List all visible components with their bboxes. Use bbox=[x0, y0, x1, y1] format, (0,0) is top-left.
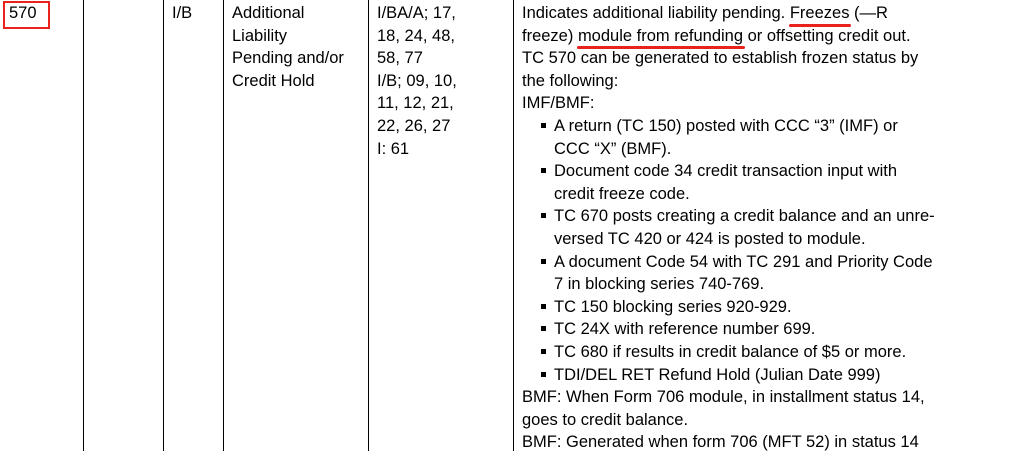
column-divider bbox=[223, 0, 224, 451]
bullet-square-icon bbox=[541, 259, 546, 264]
valid-line: I/B; 09, 10, bbox=[377, 71, 457, 90]
bullet-item bbox=[522, 318, 935, 341]
explanation-text: freeze) bbox=[522, 26, 578, 45]
explanation-line bbox=[522, 2, 935, 25]
explanation-text: or offsetting credit out. bbox=[743, 26, 911, 45]
bullet-square-icon bbox=[541, 168, 546, 173]
valid-document-codes bbox=[377, 2, 457, 160]
bullet-text: TDI/DEL RET Refund Hold (Julian Date 999) bbox=[554, 365, 881, 384]
valid-line: I/BA/A; 17, bbox=[377, 4, 456, 22]
column-divider bbox=[163, 0, 164, 451]
bullet-item bbox=[522, 251, 935, 274]
title-line: Pending and/or bbox=[232, 49, 344, 68]
explanation-line: TC 570 can be generated to establish frozen status by bbox=[522, 49, 919, 68]
valid-line: 11, 12, 21, bbox=[377, 94, 454, 113]
transaction-code: 570 bbox=[9, 4, 37, 22]
valid-line: 18, 24, 48, bbox=[377, 26, 455, 45]
bullet-square-icon bbox=[541, 304, 546, 309]
explanation-line bbox=[522, 25, 935, 48]
bullet-text: TC 670 posts creating a credit balance and an unre- bbox=[554, 207, 935, 226]
valid-line: I: 61 bbox=[377, 139, 410, 158]
explanation-line: IMF/BMF: bbox=[522, 94, 595, 113]
explanation-text: Indicates additional liability pending. bbox=[522, 4, 790, 22]
bullet-item bbox=[522, 341, 935, 364]
explanation-line: goes to credit balance. bbox=[522, 410, 689, 429]
bullet-text: Document code 34 credit transaction input with bbox=[554, 162, 898, 181]
bullet-text: A document Code 54 with TC 291 and Priority Code bbox=[554, 252, 933, 271]
column-divider bbox=[513, 0, 514, 451]
explanation bbox=[522, 2, 935, 454]
bullet-text: TC 150 blocking series 920-929. bbox=[554, 297, 792, 316]
bullet-text: TC 24X with reference number 699. bbox=[554, 320, 816, 339]
bullet-square-icon bbox=[541, 123, 546, 128]
bullet-text: A return (TC 150) posted with CCC “3” (IMF) or bbox=[554, 116, 898, 135]
bullet-item bbox=[522, 296, 935, 319]
bullet-item bbox=[522, 205, 935, 228]
bullet-continuation: 7 in blocking series 740-769. bbox=[554, 275, 765, 294]
explanation-line: BMF: When Form 706 module, in installment status 14, bbox=[522, 388, 925, 407]
transaction-title bbox=[232, 2, 344, 92]
explanation-line: the following: bbox=[522, 71, 619, 90]
bullet-square-icon bbox=[541, 372, 546, 377]
column-divider bbox=[83, 0, 84, 451]
bullet-item bbox=[522, 115, 935, 138]
bullet-item bbox=[522, 160, 935, 183]
valid-line: 58, 77 bbox=[377, 49, 423, 68]
highlighted-phrase-module-from-refunding: module from refunding bbox=[578, 25, 743, 48]
bullet-item bbox=[522, 364, 935, 387]
bullet-continuation: CCC “X” (BMF). bbox=[554, 139, 672, 158]
bullet-continuation: versed TC 420 or 424 is posted to module. bbox=[554, 229, 866, 248]
explanation-text: (—R bbox=[849, 4, 888, 22]
title-line: Liability bbox=[232, 26, 288, 45]
explanation-line: BMF: Generated when form 706 (MFT 52) in status 14 bbox=[522, 433, 919, 452]
bullet-square-icon bbox=[541, 326, 546, 331]
bullet-square-icon bbox=[541, 349, 546, 354]
title-line: Credit Hold bbox=[232, 71, 315, 90]
column-divider bbox=[368, 0, 369, 451]
title-line: Additional bbox=[232, 4, 305, 22]
bullet-continuation: credit freeze code. bbox=[554, 184, 690, 203]
bullet-square-icon bbox=[541, 213, 546, 218]
file-source: I/B bbox=[172, 4, 193, 22]
bullet-text: TC 680 if results in credit balance of $5 or more. bbox=[554, 342, 907, 361]
highlighted-phrase-freezes: Freezes bbox=[790, 2, 850, 25]
valid-line: 22, 26, 27 bbox=[377, 116, 451, 135]
